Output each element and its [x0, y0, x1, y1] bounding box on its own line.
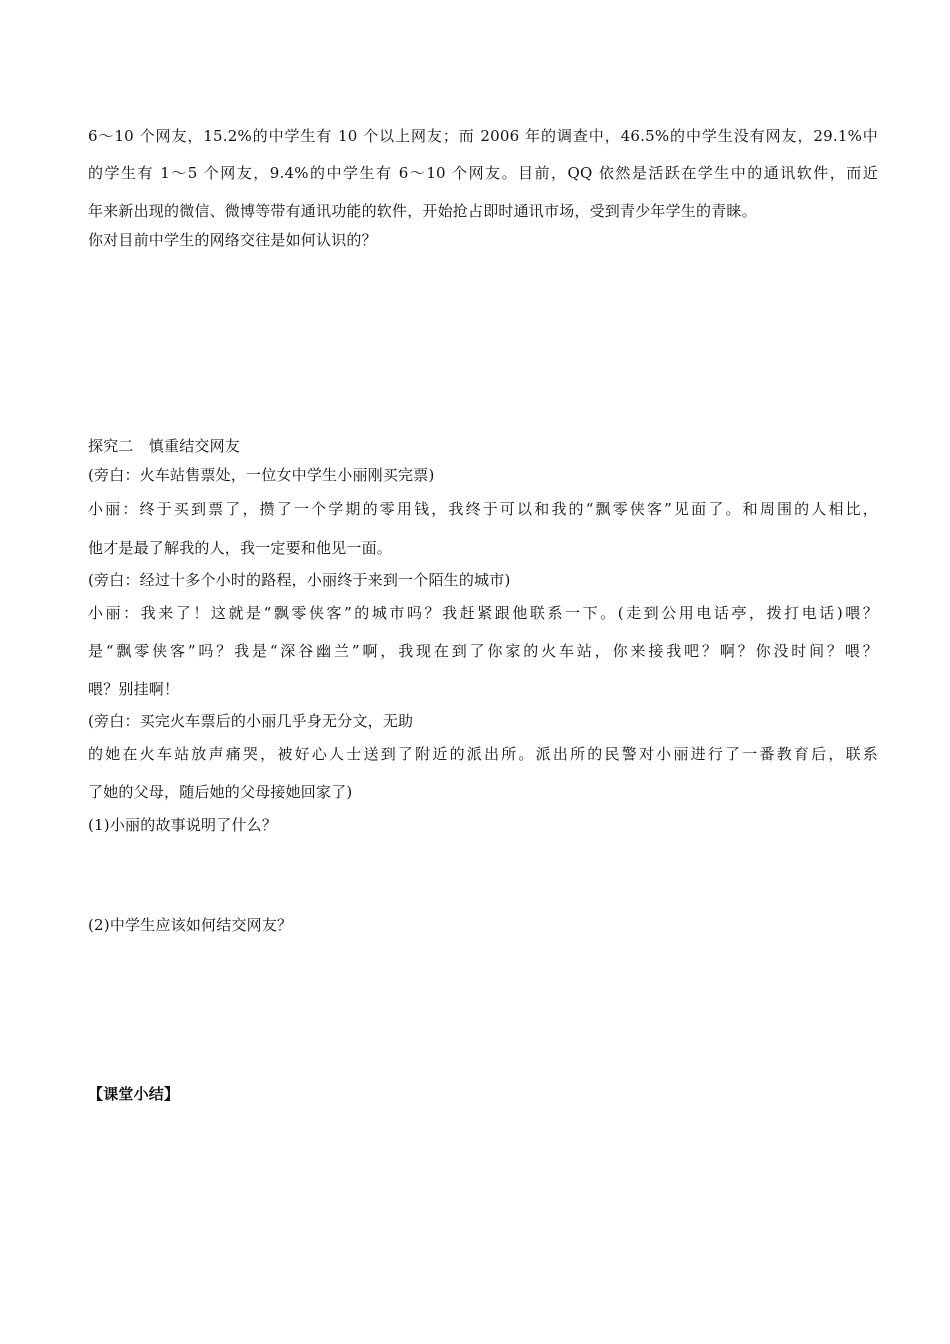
narration-arrival: (旁白：经过十多个小时的路程，小丽终于来到一个陌生的城市) — [88, 571, 511, 589]
question-network-interaction: 你对目前中学生的网络交往是如何认识的？ — [88, 231, 377, 249]
question-story-meaning: (1)小丽的故事说明了什么？ — [88, 816, 278, 834]
dialogue-1-line-1: 小丽：终于买到票了，攒了一个学期的零用钱，我终于可以和我的“飘零侠客”见面了。和周围的人相比， — [88, 500, 878, 518]
dialogue-2-line-1: 小丽：我来了！这就是“飘零侠客”的城市吗？我赶紧跟他联系一下。(走到公用电话亭，拨打电话)喂？ — [88, 604, 878, 622]
intro-line-3: 年来新出现的微信、微博等带有通讯功能的软件，开始抢占即时通讯市场，受到青少年学生的青睐。 — [88, 202, 757, 220]
intro-line-2: 的学生有 1～5 个网友，9.4%的中学生有 6～10 个网友。目前，QQ 依然是活跃在学生中的通讯软件，而近 — [88, 164, 878, 182]
dialogue-2-line-3: 喂？别挂啊！ — [88, 680, 180, 698]
dialogue-1-line-2: 他才是最了解我的人，我一定要和他见一面。 — [88, 539, 393, 557]
summary-heading: 【课堂小结】 — [88, 1085, 180, 1103]
dialogue-2-line-2: 是“飘零侠客”吗？我是“深谷幽兰”啊，我现在到了你家的火车站，你来接我吧？啊？你没时间？喂？ — [88, 642, 878, 660]
section-title: 探究二 慎重结交网友 — [88, 437, 241, 455]
narration-ending-line-1: (旁白：买完火车票后的小丽几乎身无分文，无助 — [88, 712, 414, 730]
intro-line-1: 6～10 个网友，15.2%的中学生有 10 个以上网友；而 2006 年的调查中，46.5%的中学生没有网友，29.1%中 — [88, 127, 878, 145]
narration-ending-line-3: 了她的父母，随后她的父母接她回家了) — [88, 783, 353, 801]
narration-ending-line-2: 的她在火车站放声痛哭，被好心人士送到了附近的派出所。派出所的民警对小丽进行了一番教育后，联系 — [88, 745, 878, 763]
narration-ticket-office: (旁白：火车站售票处，一位女中学生小丽刚买完票) — [88, 466, 435, 484]
question-making-friends: (2)中学生应该如何结交网友？ — [88, 916, 293, 934]
